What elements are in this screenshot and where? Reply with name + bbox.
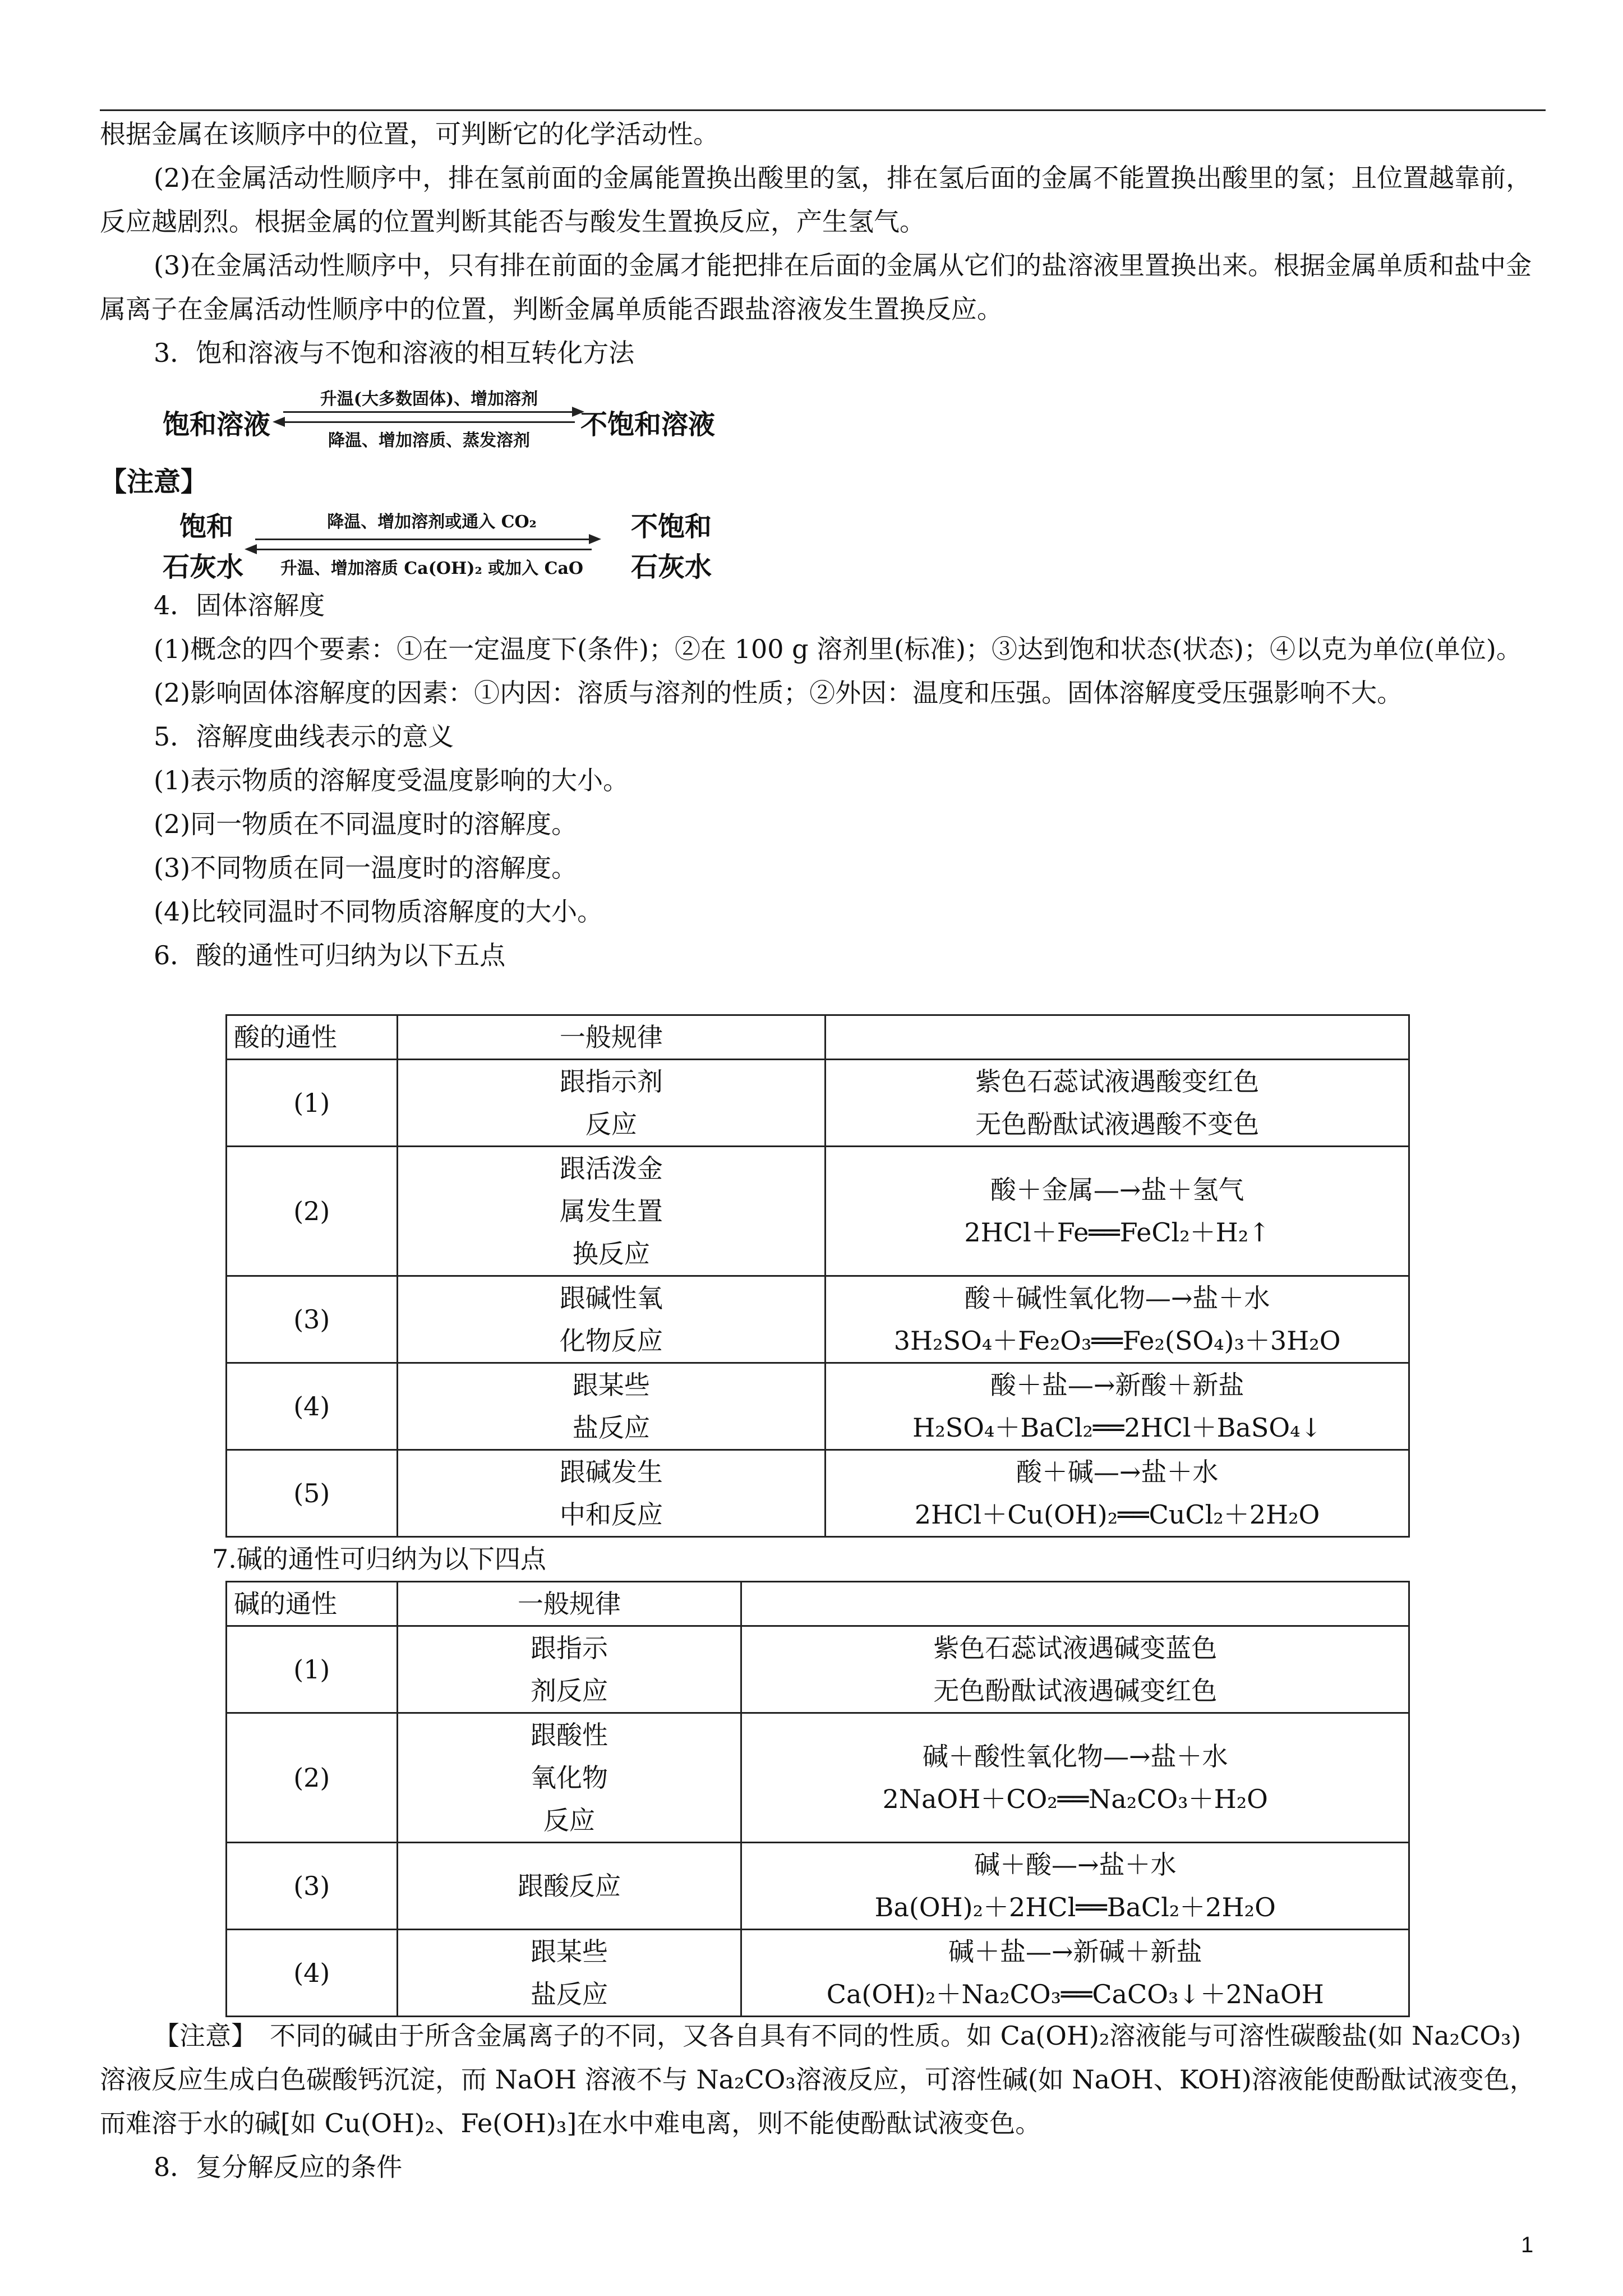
row-number: (5) — [227, 1450, 398, 1537]
table-header-cell: 酸的通性 — [227, 1015, 398, 1060]
forward-arrow-line — [255, 539, 592, 540]
list-item: (2)同一物质在不同温度时的溶解度。 — [154, 809, 578, 839]
row-number: (2) — [227, 1147, 398, 1276]
row-number: (1) — [227, 1626, 398, 1713]
table-header-row — [227, 1582, 1409, 1626]
table-header-cell — [741, 1582, 1409, 1626]
rule-cell: 跟某些 盐反应 — [397, 1930, 741, 2017]
diagram-lower-condition: 降温、增加溶质、蒸发溶剂 — [328, 431, 530, 450]
row-number: (4) — [227, 1930, 398, 2017]
reverse-arrow-head — [245, 544, 257, 554]
row-number: (2) — [227, 1713, 398, 1843]
note-paragraph: 【注意】 不同的碱由于所含金属离子的不同，又各自具有不同的性质。如 Ca(OH)₂溶液能与可溶性碳酸盐(如 Na₂CO₃)溶液反应生成白色碳酸钙沉淀，而 NaOH 溶液不与 Na₂CO₃溶液反应，可溶性碱(如 NaOH、KOH)溶液能使酚酞试液变色，而难溶于水的碱[如 Cu(OH)₂、Fe(OH)₃]在水中难电离，则不能使酚酞试液变色。 — [100, 2021, 1536, 2138]
list-item: (3)不同物质在同一温度时的溶解度。 — [154, 853, 578, 883]
detail-cell: 酸＋盐—→新酸＋新盐 H₂SO₄＋BaCl₂══2HCl＋BaSO₄↓ — [826, 1363, 1409, 1450]
diagram2-lower-condition: 升温、增加溶质 Ca(OH)₂ 或加入 CaO — [280, 559, 584, 578]
section-heading: 7.碱的通性可归纳为以下四点 — [212, 1544, 546, 1574]
saturation-conversion-diagram — [163, 386, 780, 453]
base-properties-table — [225, 1581, 1410, 2017]
rule-cell: 跟碱性氧 化物反应 — [397, 1276, 826, 1363]
table-header-cell — [826, 1015, 1409, 1060]
paragraph: (2)在金属活动性顺序中，排在氢前面的金属能置换出酸里的氢，排在氢后面的金属不能置换出酸里的氢；且位置越靠前，反应越剧烈。根据金属的位置判断其能否与酸发生置换反应，产生氢气。 — [100, 163, 1532, 237]
table-row — [227, 1363, 1409, 1450]
detail-cell: 酸＋碱—→盐＋水 2HCl＋Cu(OH)₂══CuCl₂＋2H₂O — [826, 1450, 1409, 1537]
table-row — [227, 1843, 1409, 1930]
table-header-cell: 一般规律 — [397, 1015, 826, 1060]
rule-cell: 跟活泼金 属发生置 换反应 — [397, 1147, 826, 1276]
rule-cell: 跟某些 盐反应 — [397, 1363, 826, 1450]
detail-cell: 紫色石蕊试液遇酸变红色 无色酚酞试液遇酸不变色 — [826, 1060, 1409, 1147]
rule-cell: 跟指示剂 反应 — [397, 1060, 826, 1147]
diagram2-left-bottom: 石灰水 — [163, 551, 244, 583]
acid-properties-table — [225, 1014, 1410, 1538]
forward-arrow-line — [283, 411, 575, 413]
table-row — [227, 1713, 1409, 1843]
table-header-cell: 一般规律 — [397, 1582, 741, 1626]
rule-cell: 跟碱发生 中和反应 — [397, 1450, 826, 1537]
limewater-conversion-diagram — [163, 505, 780, 589]
rule-cell: 跟酸反应 — [397, 1843, 741, 1930]
table-row — [227, 1060, 1409, 1147]
detail-cell: 紫色石蕊试液遇碱变蓝色 无色酚酞试液遇碱变红色 — [741, 1626, 1409, 1713]
detail-cell: 碱＋酸—→盐＋水 Ba(OH)₂＋2HCl══BaCl₂＋2H₂O — [741, 1843, 1409, 1930]
top-text-block — [100, 112, 1546, 375]
reverse-arrow-head — [273, 417, 285, 427]
diagram2-left-top: 饱和 — [179, 511, 234, 542]
page-number: 1 — [1521, 2233, 1534, 2257]
diagram-left-label: 饱和溶液 — [163, 409, 271, 440]
row-number: (4) — [227, 1363, 398, 1450]
table-header-cell: 碱的通性 — [227, 1582, 398, 1626]
rule-cell: 跟指示 剂反应 — [397, 1626, 741, 1713]
list-item: (1)表示物质的溶解度受温度影响的大小。 — [154, 765, 629, 795]
table-row — [227, 1626, 1409, 1713]
row-number: (3) — [227, 1276, 398, 1363]
detail-cell: 酸＋碱性氧化物—→盐＋水 3H₂SO₄＋Fe₂O₃══Fe₂(SO₄)₃＋3H₂O — [826, 1276, 1409, 1363]
table-header-row — [227, 1015, 1409, 1060]
paragraph: 根据金属在该顺序中的位置，可判断它的化学活动性。 — [100, 119, 719, 149]
diagram2-right-top: 不饱和 — [631, 511, 712, 542]
paragraph: (1)概念的四个要素：①在一定温度下(条件)；②在 100 g 溶剂里(标准)；③达到饱和状态(状态)；④以克为单位(单位)。 — [154, 634, 1522, 664]
section-heading: 8．复分解反应的条件 — [154, 2152, 403, 2182]
section-heading: 5．溶解度曲线表示的意义 — [154, 721, 454, 752]
detail-cell: 碱＋盐—→新碱＋新盐 Ca(OH)₂＋Na₂CO₃══CaCO₃↓＋2NaOH — [741, 1930, 1409, 2017]
row-number: (3) — [227, 1843, 398, 1930]
reverse-arrow-line — [283, 421, 575, 423]
rule-cell: 跟酸性 氧化物 反应 — [397, 1713, 741, 1843]
table-row — [227, 1930, 1409, 2017]
diagram-right-label: 不饱和溶液 — [580, 409, 716, 440]
section-heading: 3．饱和溶液与不饱和溶液的相互转化方法 — [154, 338, 635, 368]
middle-text-block — [100, 583, 1546, 977]
bottom-text-block — [100, 2014, 1546, 2189]
section-heading: 6．酸的通性可归纳为以下五点 — [154, 940, 506, 970]
forward-arrow-head — [589, 534, 601, 544]
header-rule — [100, 109, 1546, 111]
reverse-arrow-line — [255, 549, 592, 550]
note-label: 【注意】 — [100, 466, 208, 498]
paragraph: (3)在金属活动性顺序中，只有排在前面的金属才能把排在后面的金属从它们的盐溶液里置换出来。根据金属单质和盐中金属离子在金属活动性顺序中的位置，判断金属单质能否跟盐溶液发生置换反应。 — [100, 250, 1532, 324]
diagram2-upper-condition: 降温、增加溶剂或通入 CO₂ — [327, 512, 537, 532]
list-item: (4)比较同温时不同物质溶解度的大小。 — [154, 896, 603, 927]
table-row — [227, 1147, 1409, 1276]
row-number: (1) — [227, 1060, 398, 1147]
diagram2-right-bottom: 石灰水 — [631, 551, 712, 583]
paragraph: (2)影响固体溶解度的因素：①内因：溶质与溶剂的性质；②外因：温度和压强。固体溶解度受压强影响不大。 — [154, 678, 1403, 708]
table-row — [227, 1276, 1409, 1363]
detail-cell: 碱＋酸性氧化物—→盐＋水 2NaOH＋CO₂══Na₂CO₃＋H₂O — [741, 1713, 1409, 1843]
section-heading: 4．固体溶解度 — [154, 590, 325, 620]
diagram-upper-condition: 升温(大多数固体)、增加溶剂 — [320, 389, 538, 409]
detail-cell: 酸＋金属—→盐＋氢气 2HCl＋Fe══FeCl₂＋H₂↑ — [826, 1147, 1409, 1276]
table-row — [227, 1450, 1409, 1537]
